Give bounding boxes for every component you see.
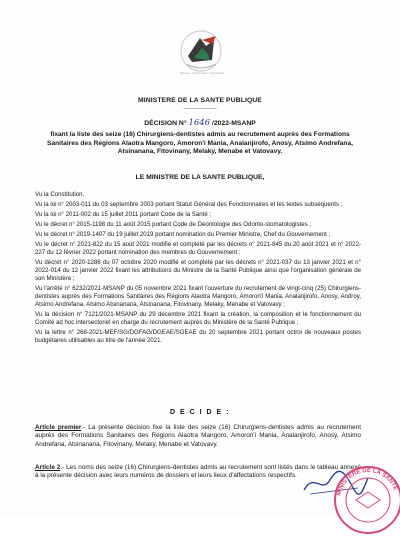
visa-item: Vu le décret n° 2019-1407 du 19 juillet 2019 portant nomination du Premier Ministre, Chef du Gouvernement ; (35, 231, 331, 239)
svg-text:MINISTERE DE LA SANTE: MINISTERE DE LA SANTE (336, 467, 399, 497)
separator-dashes: -------------------- (183, 106, 217, 112)
visa-item: Vu la décision n° 7121/2021-MSANP du 29 décembre 2021 fixant la création, la composition et le fonctionnement du Comité ad hoc intersectoriel en charge du recrutement auprès du Ministère de la Santé Publique ; (35, 311, 361, 327)
handwritten-decision-number: 1646 (188, 118, 211, 128)
visa-item: Vu la Constitution, (35, 191, 85, 198)
visa-item: Vu la loi n° 2003-011 du 03 septembre 2003 portant Statut Général des Fonctionnaires et les textes subséquents ; (35, 201, 343, 209)
visa-item: Vu l'arrêté n° 6232/2021-MSANP du 05 novembre 2021 fixant l'ouverture du recrutement de vingt-cinq (25) Chirurgiens-dentistes auprès des Formations Sanitaires des Régions Alaotra Mangoro, Amoron'i Mania, Analanjirofo, Anosy, Androy, Atsimo Andrefana, Atsimo Atsinanana, Atsinanana, Fitovinany, Melaky, Menabe et Vatovavy ; (35, 285, 361, 309)
visa-item: Vu décret n° 2020-1286 du 07 octobre 2020 modifié et complété par les décrets n° 2021-037 du 13 janvier 2021 et n° 2022-014 du 12 janvier 2022 fixant les attributions du Ministre de la Santé Publique ainsi que l'organisation générale de son Ministère ; (35, 259, 361, 283)
emblem-caption: Fitiavana - Tanindrazana - Fandrosoana (179, 72, 225, 75)
visa-item: Vu le décret n° 2021-822 du 15 août 2021 modifié et complété par les décrets n° 2021-845 du 20 août 2021 et n° 2022-227 du 12 février 2022 portant nomination des membres du Gouvernement ; (35, 241, 361, 257)
decision-suffix: /2022-MSANP (211, 120, 256, 127)
article-2-heading: Article 2 (35, 464, 61, 471)
visa-item: Vu la loi n° 2011-002 du 15 juillet 2011 portant Code de la Santé ; (35, 211, 212, 219)
decision-number-line (0, 118, 400, 128)
official-stamp-icon (332, 464, 400, 536)
visa-item: Vu la lettre n° 268-2021-MEF/SG/DGFAG/DGEAE/SGEAE du 20 septembre 2021 portant octroi de nouveaux postes budgétaires utilisables au titre de l'année 2021. (35, 329, 361, 345)
article-1-heading: Article premier (35, 424, 82, 431)
ministry-title: MINISTERE DE LA SANTE PUBLIQUE (138, 97, 262, 104)
decision-subject: fixant la liste des seize (16) Chirurgiens-dentistes admis au recrutement auprès des Formations Sanitaires des Régions Alaotra Mangoro, Amoron'i Mania, Analanjirofo, Anosy, Atsimo Andrefana, Atsinanana, Fitovinany, Melaky, Menabe et Vatovavy. (47, 131, 353, 156)
article-1 (35, 424, 361, 449)
article-1-text: .- La présente décision fixe la liste des seize (16) Chirurgiens-dentistes admis au recrutement auprès des Formations Sanitaires des Régions Alaotra Mangoro, Amoron'i Mania, Analanjirofo, Anosy, Atsimo Andrefana, Atsinanana, Fitovinany, Melaky, Menabe et Vatovavy. (35, 424, 362, 448)
national-emblem-icon (172, 26, 230, 76)
visa-item: Vu le décret n° 2015-1198 du 11 août 2015 portant Code de Deontologie des Odonto-stomatologistes ; (35, 221, 312, 229)
article-2-text: .- Les noms des seize (16) Chirurgiens-dentistes admis au recrutement sont listés dans le tableau annexé à la présente décision avec leurs numéros de dossiers et leurs lieux d'affectations respectifs. (35, 464, 361, 480)
decide-heading: D E C I D E : (170, 409, 230, 416)
legal-references (35, 191, 361, 347)
minister-heading: LE MINISTRE DE LA SANTE PUBLIQUE, (135, 174, 265, 181)
decision-prefix: DÉCISION N° (144, 120, 187, 127)
